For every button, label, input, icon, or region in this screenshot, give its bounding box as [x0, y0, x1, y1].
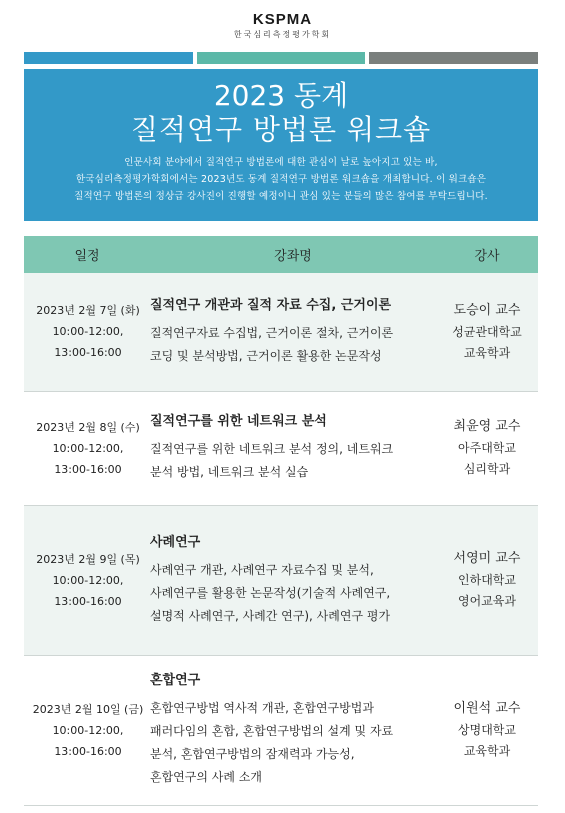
- color-bar-2: [197, 52, 366, 64]
- instructor-affiliation: 성균관대학교: [452, 324, 522, 339]
- course-title: 질적연구 개관과 질적 자료 수집, 근거이론: [150, 297, 392, 313]
- row-instructor-cell: [436, 273, 538, 391]
- course-desc-line: 사례연구 개관, 사례연구 자료수집 및 분석,: [150, 562, 374, 577]
- header-course: 강좌명: [150, 236, 436, 273]
- row-instructor-cell: [436, 391, 538, 505]
- row-course-cell: [150, 655, 436, 805]
- org-name: 한국심리측정평가학회: [233, 30, 332, 39]
- hero-banner: [24, 69, 538, 221]
- row-date: 2023년 2월 8일 (수): [36, 420, 140, 434]
- header-schedule: 일정: [24, 236, 150, 273]
- decorative-color-bars: [24, 52, 538, 64]
- row-date-cell: [24, 655, 150, 805]
- row-course-cell: [150, 391, 436, 505]
- row-time: 13:00-16:00: [54, 594, 122, 608]
- instructor-affiliation: 아주대학교: [458, 441, 516, 455]
- row-time: 13:00-16:00: [54, 346, 122, 360]
- color-bar-3: [369, 52, 538, 64]
- hero-title: 질적연구 방법론 워크숍: [130, 113, 432, 146]
- row-time: 10:00-12:00,: [52, 573, 124, 587]
- row-time: 13:00-16:00: [54, 462, 122, 476]
- row-course-cell: [150, 273, 436, 391]
- row-course-cell: [150, 505, 436, 655]
- hero-description: [24, 147, 538, 205]
- instructor-department: 심리학과: [463, 462, 511, 476]
- course-desc-line: 설명적 사례연구, 사례간 연구), 사례연구 평가: [150, 608, 391, 623]
- instructor-department: 교육학과: [463, 345, 511, 360]
- course-desc-line: 사례연구를 활용한 논문작성(기술적 사례연구,: [150, 585, 391, 600]
- course-title: 혼합연구: [150, 673, 201, 688]
- table-row: [24, 505, 538, 655]
- row-date: 2023년 2월 9일 (목): [36, 552, 140, 566]
- hero-year: 2023 동계: [213, 79, 349, 112]
- instructor-department: 영어교육과: [458, 594, 516, 608]
- row-time: 10:00-12:00,: [52, 325, 124, 339]
- instructor-name: 이원석 교수: [453, 701, 521, 716]
- hero-desc-line: 인문사회 분야에서 질적연구 방법론에 대한 관심이 날로 높아지고 있는 바,: [124, 157, 438, 168]
- row-date: 2023년 2월 7일 (화): [36, 304, 140, 318]
- header-instructor: 강사: [436, 236, 538, 273]
- instructor-name: 최윤영 교수: [453, 419, 521, 434]
- table-row: [24, 273, 538, 391]
- row-date-cell: [24, 273, 150, 391]
- instructor-department: 교육학과: [463, 744, 511, 758]
- instructor-affiliation: 상명대학교: [458, 723, 516, 737]
- course-desc-line: 혼합연구의 사례 소개: [150, 770, 262, 784]
- instructor-name: 서영미 교수: [453, 551, 521, 566]
- course-desc-line: 코딩 및 분석방법, 근거이론 활용한 논문작성: [150, 348, 382, 363]
- org-logo: [0, 12, 565, 41]
- course-desc-line: 분석 방법, 네트워크 분석 실습: [150, 465, 309, 479]
- row-time: 13:00-16:00: [54, 744, 122, 758]
- table-row: [24, 655, 538, 805]
- row-date-cell: [24, 505, 150, 655]
- course-title: 사례연구: [150, 534, 201, 550]
- hero-desc-line: 질적연구 방법론의 정상급 강사진이 진행할 예정이니 관심 있는 분들의 많은 참여를 부탁드립니다.: [74, 191, 488, 202]
- course-desc-line: 패러다임의 혼합, 혼합연구방법의 설계 및 자료: [150, 724, 394, 738]
- course-title: 질적연구를 위한 네트워크 분석: [150, 414, 327, 429]
- instructor-affiliation: 인하대학교: [458, 573, 516, 587]
- row-instructor-cell: [436, 655, 538, 805]
- course-desc-line: 질적연구를 위한 네트워크 분석 정의, 네트워크: [150, 442, 394, 456]
- table-row: [24, 391, 538, 505]
- instructor-name: 도승이 교수: [453, 302, 521, 318]
- course-desc-line: 혼합연구방법 역사적 개관, 혼합연구방법과: [150, 701, 374, 715]
- logo-text: KSPMA: [252, 11, 313, 28]
- color-bar-1: [24, 52, 193, 64]
- course-desc-line: 분석, 혼합연구방법의 잠재력과 가능성,: [150, 747, 355, 761]
- row-time: 10:00-12:00,: [52, 723, 124, 737]
- row-date: 2023년 2월 10일 (금): [32, 702, 144, 716]
- course-desc-line: 질적연구자료 수집법, 근거이론 절차, 근거이론: [150, 325, 394, 340]
- schedule-table: [24, 236, 538, 806]
- hero-desc-line: 한국심리측정평가학회에서는 2023년도 동계 질적연구 방법론 워크숍을 개최합니다. 이 워크숍은: [75, 174, 487, 185]
- row-time: 10:00-12:00,: [52, 441, 124, 455]
- row-date-cell: [24, 391, 150, 505]
- row-instructor-cell: [436, 505, 538, 655]
- table-header-row: [24, 236, 538, 273]
